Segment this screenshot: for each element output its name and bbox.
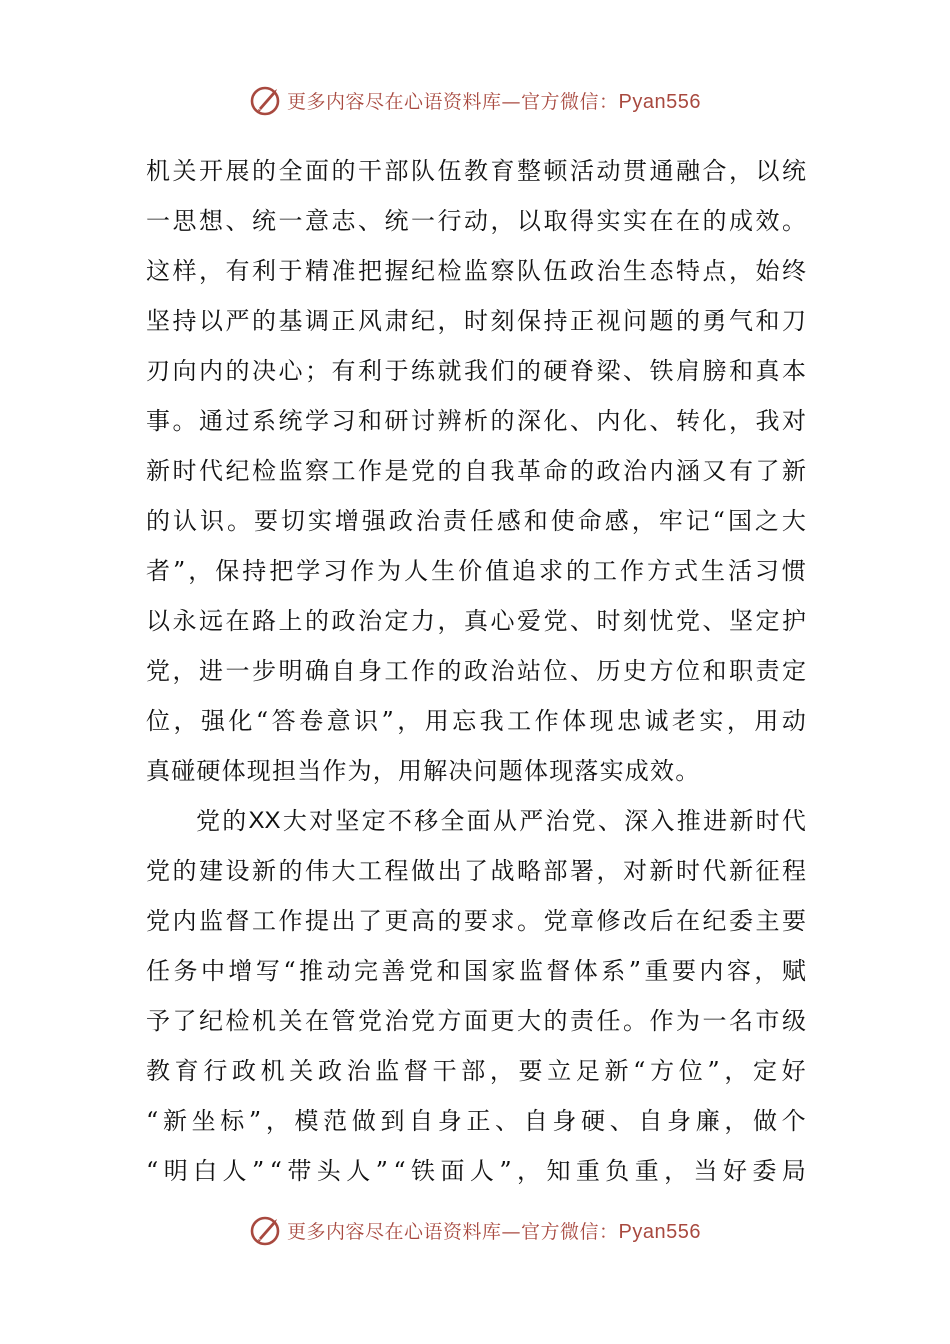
watermark-wechat-id: Pyan556 <box>618 1220 701 1243</box>
text-line: 真碰硬体现担当作为，用解决问题体现落实成效。 <box>146 757 701 785</box>
text-line: “ 明 白 人 ” “ 带 头 人 ” “ 铁 面 人 ” ， 知 重 负 重 ， 当 好 委 局 <box>146 1157 806 1185</box>
text-line: 党 ， 进 一 步 明 确 自 身 工 作 的 政 治 站 位 、 历 史 方 位 和 职 责 定 <box>146 657 806 685</box>
document-body <box>146 146 806 1196</box>
header-watermark <box>0 80 950 120</box>
text-line: 坚 持 以 严 的 基 调 正 风 肃 纪 ， 时 刻 保 持 正 视 问 题 的 勇 气 和 刀 <box>146 307 806 335</box>
text-line: 以 永 远 在 路 上 的 政 治 定 力 ， 真 心 爱 党 、 时 刻 忧 党 、 坚 定 护 <box>146 607 806 635</box>
pen-logo-icon <box>249 83 283 117</box>
pen-logo-icon <box>249 1213 283 1247</box>
text-line: 党 的 建 设 新 的 伟 大 工 程 做 出 了 战 略 部 署 ， 对 新 时 代 新 征 程 <box>146 857 806 885</box>
text-line: 新 时 代 纪 检 监 察 工 作 是 党 的 自 我 革 命 的 政 治 内 涵 又 有 了 新 <box>146 457 806 485</box>
text-line: 党 内 监 督 工 作 提 出 了 更 高 的 要 求 。 党 章 修 改 后 在 纪 委 主 要 <box>146 907 806 935</box>
text-line: 事 。 通 过 系 统 学 习 和 研 讨 辨 析 的 深 化 、 内 化 、 转 化 ， 我 对 <box>146 407 806 435</box>
text-line: 位 ， 强 化 “ 答 卷 意 识 ” ， 用 忘 我 工 作 体 现 忠 诚 老 实 ， 用 动 <box>146 707 806 735</box>
paragraph <box>146 796 806 1196</box>
text-line: 教 育 行 政 机 关 政 治 监 督 干 部 ， 要 立 足 新 “ 方 位 ” ， 定 好 <box>146 1057 806 1085</box>
paragraph <box>146 146 806 796</box>
watermark-text: 更多内容尽在心语资料库—官方微信： <box>287 1220 619 1243</box>
text-line: 党 的 XX 大 对 坚 定 不 移 全 面 从 严 治 党 、 深 入 推 进 新 时 代 <box>196 807 806 835</box>
text-line: 刃 向 内 的 决 心 ； 有 利 于 练 就 我 们 的 硬 脊 梁 、 铁 肩 膀 和 真 本 <box>146 357 806 385</box>
text-line: “ 新 坐 标 ” ， 模 范 做 到 自 身 正 、 自 身 硬 、 自 身 廉 ， 做 个 <box>146 1107 806 1135</box>
text-line: 机 关 开 展 的 全 面 的 干 部 队 伍 教 育 整 顿 活 动 贯 通 融 合 ， 以 统 <box>146 157 806 185</box>
text-line: 予 了 纪 检 机 关 在 管 党 治 党 方 面 更 大 的 责 任 。 作 为 一 名 市 级 <box>146 1007 806 1035</box>
text-line: 者 ” ， 保 持 把 学 习 作 为 人 生 价 值 追 求 的 工 作 方 式 生 活 习 惯 <box>146 557 806 585</box>
watermark-wechat-id: Pyan556 <box>618 90 701 113</box>
footer-watermark <box>0 1210 950 1250</box>
text-line: 的 认 识 。 要 切 实 增 强 政 治 责 任 感 和 使 命 感 ， 牢 记 “ 国 之 大 <box>146 507 806 535</box>
watermark-text: 更多内容尽在心语资料库—官方微信： <box>287 90 619 113</box>
text-line: 一 思 想 、 统 一 意 志 、 统 一 行 动 ， 以 取 得 实 实 在 在 的 成 效 。 <box>146 207 806 235</box>
text-line: 任 务 中 增 写 “ 推 动 完 善 党 和 国 家 监 督 体 系 ” 重 要 内 容 ， 赋 <box>146 957 806 985</box>
text-line: 这 样 ， 有 利 于 精 准 把 握 纪 检 监 察 队 伍 政 治 生 态 特 点 ， 始 终 <box>146 257 806 285</box>
